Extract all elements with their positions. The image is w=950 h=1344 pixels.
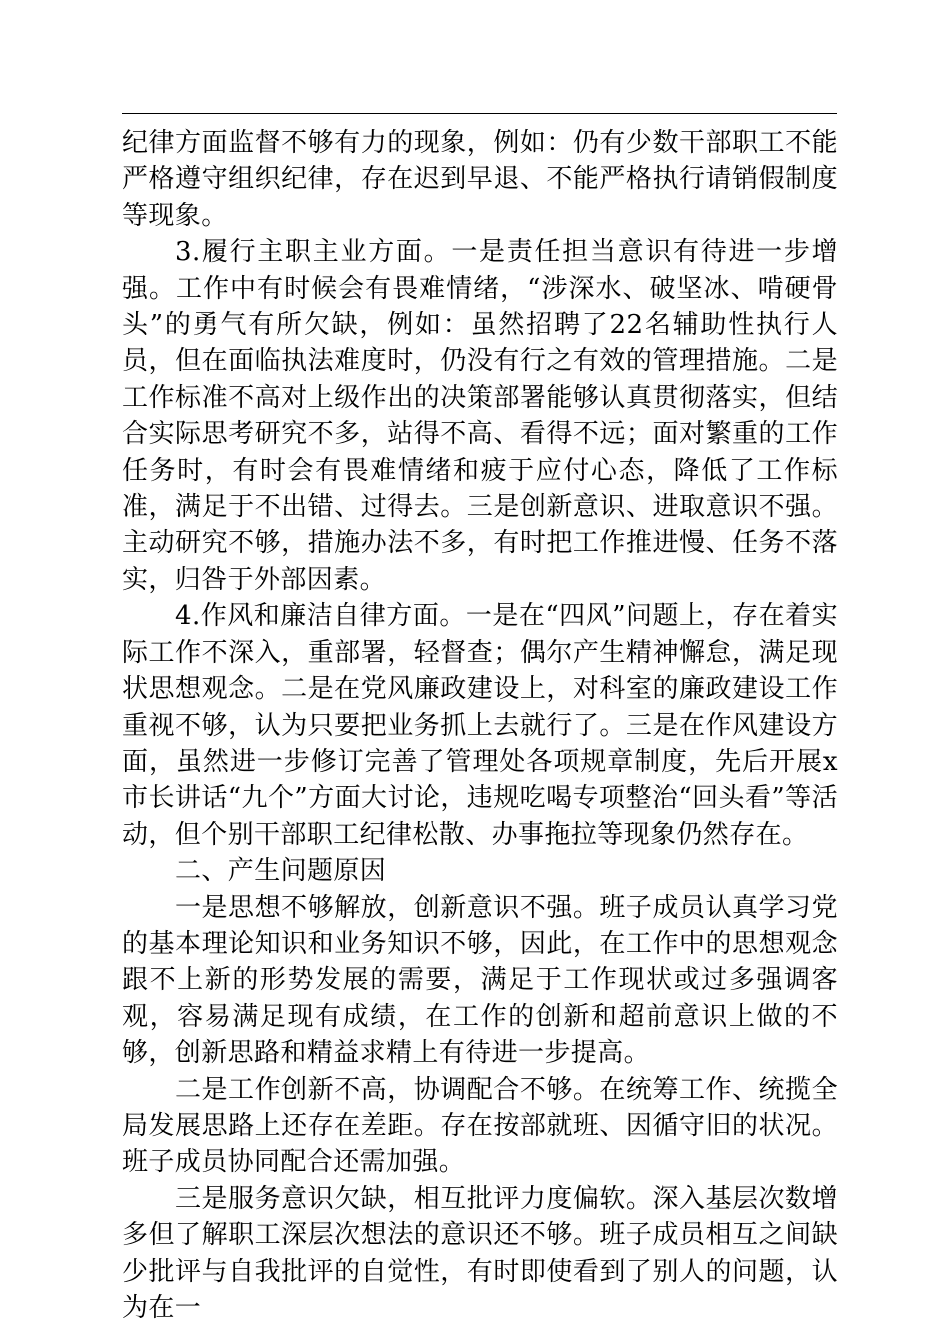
paragraph-cause-one: 一是思想不够解放，创新意识不强。班子成员认真学习党的基本理论知识和业务知识不够，因此，在工作中的思想观念跟不上新的形势发展的需要，满足于工作现状或过多强调客观，容易满足现有成绩，在工作的创新和超前意识上做的不够，创新思路和精益求精上有待进一步提高。 <box>122 892 838 1069</box>
section-heading-causes: 二、产生问题原因 <box>175 856 387 887</box>
paragraph-discipline-continued: 纪律方面监督不够有力的现象，例如：仍有少数干部职工不能严格遵守组织纪律，存在迟到早退、不能严格执行请销假制度等现象。 <box>122 128 838 231</box>
paragraph-cause-two: 二是工作创新不高，协调配合不够。在统筹工作、统揽全局发展思路上还存在差距。存在按部就班、因循守旧的状况。班子成员协同配合还需加强。 <box>122 1074 838 1178</box>
paragraph-main-duty: 3.履行主职主业方面。一是责任担当意识有待进一步增强。工作中有时候会有畏难情绪，“涉深水、破坚冰、啃硬骨头”的勇气有所欠缺，例如：虽然招聘了22名辅助性执行人员，但在面临执法难度时，仍没有行之有效的管理措施。二是工作标准不高对上级作出的决策部署能够认真贯彻落实，但结合实际思考研究不多，站得不高、看得不远；面对繁重的工作任务时，有时会有畏难情绪和疲于应付心态，降低了工作标准，满足于不出错、过得去。三是创新意识、进取意识不强。主动研究不够，措施办法不多，有时把工作推进慢、任务不落实，归咎于外部因素。 <box>122 237 838 595</box>
header-rule <box>122 113 837 114</box>
document-body <box>122 125 838 1326</box>
paragraph-work-style: 4.作风和廉洁自律方面。一是在“四风”问题上，存在着实际工作不深入，重部署，轻督查；偶尔产生精神懈怠，满足现状思想观念。二是在党风廉政建设上，对科室的廉政建设工作重视不够，认为只要把业务抓上去就行了。三是在作风建设方面，虽然进一步修订完善了管理处各项规章制度，先后开展x市长讲话“九个”方面大讨论，违规吃喝专项整治“回头看”等活动，但个别干部职工纪律松散、办事拖拉等现象仍然存在。 <box>122 601 838 850</box>
paragraph-cause-three: 三是服务意识欠缺，相互批评力度偏软。深入基层次数增多但了解职工深层次想法的意识还不够。班子成员相互之间缺少批评与自我批评的自觉性，有时即使看到了别人的问题，认为在一 <box>122 1183 838 1323</box>
